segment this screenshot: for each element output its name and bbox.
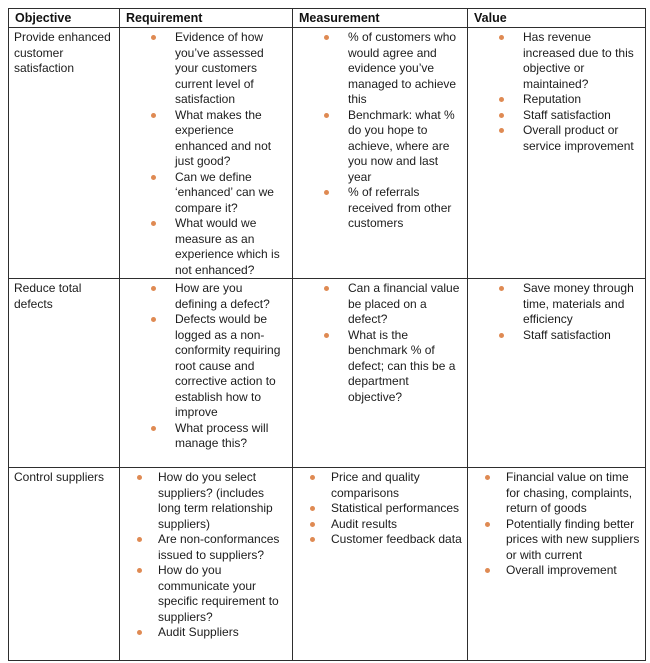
bullet-item: Save money through time, materials and efficiency (468, 281, 643, 328)
bullet-item: Statistical performances (293, 501, 465, 517)
bullet-item: Can a financial value be placed on a defect? (293, 281, 465, 328)
bullet-item: Price and quality comparisons (293, 470, 465, 501)
bullet-item: Overall improvement (468, 563, 643, 579)
objectives-table (8, 8, 646, 661)
bullet-item: Defects would be logged as a non-conformity requiring root cause and corrective action to establish how to improve (120, 312, 290, 421)
objective-cell: Provide enhanced customer satisfaction (9, 28, 120, 279)
bullet-item: Audit Suppliers (120, 625, 290, 641)
bullet-item: % of referrals received from other customers (293, 185, 465, 232)
col-header-measurement: Measurement (293, 9, 468, 28)
requirement-cell (120, 468, 293, 661)
bullet-item: Potentially finding better prices with new suppliers or with current (468, 517, 643, 564)
bullet-item: Evidence of how you’ve assessed your customers current level of satisfaction (120, 30, 290, 108)
measurement-bullet-list (293, 470, 465, 548)
bullet-item: % of customers who would agree and evidence you’ve managed to achieve this (293, 30, 465, 108)
bullet-item: Financial value on time for chasing, complaints, return of goods (468, 470, 643, 517)
col-header-requirement: Requirement (120, 9, 293, 28)
value-cell (468, 279, 646, 468)
value-bullet-list (468, 30, 643, 154)
bullet-item: Customer feedback data (293, 532, 465, 548)
bullet-item: What is the benchmark % of defect; can this be a department objective? (293, 328, 465, 406)
header-row (9, 9, 646, 28)
bullet-item: What would we measure as an experience which is not enhanced? (120, 216, 290, 278)
value-cell (468, 468, 646, 661)
measurement-cell (293, 279, 468, 468)
bullet-item: Are non-conformances issued to suppliers? (120, 532, 290, 563)
col-header-value: Value (468, 9, 646, 28)
table-row (9, 279, 646, 468)
table-row (9, 468, 646, 661)
bullet-item: How do you communicate your specific requirement to suppliers? (120, 563, 290, 625)
requirement-bullet-list (120, 470, 290, 641)
objective-cell: Control suppliers (9, 468, 120, 661)
bullet-item: Audit results (293, 517, 465, 533)
col-header-objective: Objective (9, 9, 120, 28)
bullet-item: Staff satisfaction (468, 108, 643, 124)
bullet-item: Can we define ‘enhanced’ can we compare it? (120, 170, 290, 217)
requirement-bullet-list (120, 30, 290, 278)
measurement-cell (293, 468, 468, 661)
requirement-cell (120, 28, 293, 279)
bullet-item: How do you select suppliers? (includes long term relationship suppliers) (120, 470, 290, 532)
bullet-item: Benchmark: what % do you hope to achieve, where are you now and last year (293, 108, 465, 186)
measurement-bullet-list (293, 281, 465, 405)
bullet-item: Has revenue increased due to this objective or maintained? (468, 30, 643, 92)
objective-cell: Reduce total defects (9, 279, 120, 468)
bullet-item: What process will manage this? (120, 421, 290, 452)
bullet-item: How are you defining a defect? (120, 281, 290, 312)
value-bullet-list (468, 281, 643, 343)
bullet-item: Overall product or service improvement (468, 123, 643, 154)
bullet-item: Reputation (468, 92, 643, 108)
table-row (9, 28, 646, 279)
measurement-bullet-list (293, 30, 465, 232)
requirement-cell (120, 279, 293, 468)
value-bullet-list (468, 470, 643, 579)
bullet-item: Staff satisfaction (468, 328, 643, 344)
measurement-cell (293, 28, 468, 279)
value-cell (468, 28, 646, 279)
requirement-bullet-list (120, 281, 290, 452)
bullet-item: What makes the experience enhanced and not just good? (120, 108, 290, 170)
